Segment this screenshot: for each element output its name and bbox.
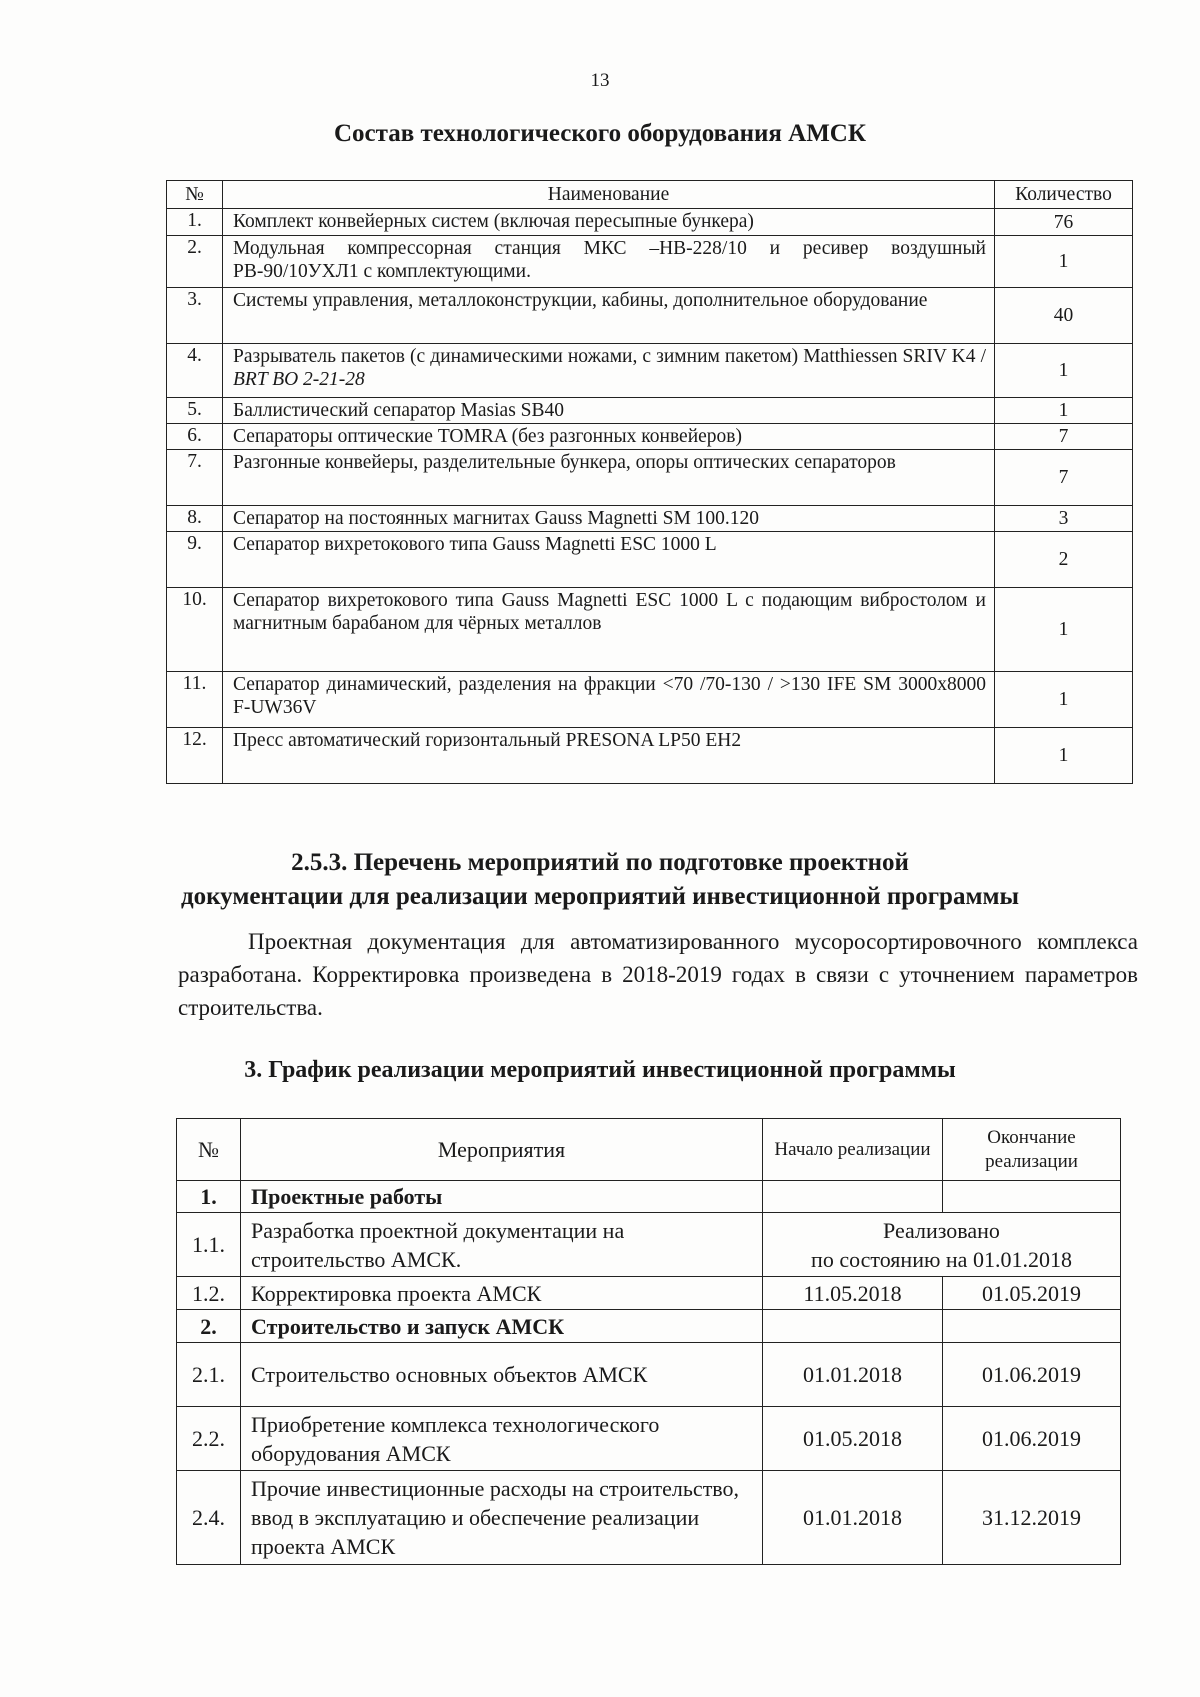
row-quantity: 1: [995, 672, 1133, 728]
row-name: Разработка проектной документации на строительство АМСК.: [241, 1213, 763, 1277]
row-number: 1.2.: [177, 1277, 241, 1310]
section-3-title: 3. График реализации мероприятий инвестиционной программы: [244, 1057, 956, 1083]
table-header-row: [167, 181, 1133, 209]
row-name: Строительство основных объектов АМСК: [241, 1343, 763, 1407]
table-row: [167, 450, 1133, 506]
row-name: Сепаратор динамический, разделения на фракции <70 /70-130 / >130 IFE SM 3000x8000 F-UW36V: [223, 672, 995, 728]
row-name: Сепаратор вихретокового типа Gauss Magnetti ESC 1000 L: [223, 532, 995, 588]
row-number: 10.: [167, 588, 223, 672]
row-number: 1.: [177, 1181, 241, 1213]
schedule-table: [176, 1118, 1121, 1565]
row-end: 01.05.2019: [943, 1277, 1121, 1310]
row-name: Баллистический сепаратор Masias SB40: [223, 398, 995, 424]
row-name: Проектные работы: [241, 1181, 763, 1213]
row-status-line1: Реализовано: [883, 1217, 1000, 1243]
row-quantity: 76: [995, 209, 1133, 236]
row-quantity: 7: [995, 424, 1133, 450]
row-number: 12.: [167, 728, 223, 784]
column-header-number: №: [167, 181, 223, 209]
row-name: Системы управления, металлоконструкции, кабины, дополнительное оборудование: [223, 288, 995, 344]
table-row: [167, 506, 1133, 532]
column-header-end: Окончание реализации: [943, 1119, 1121, 1181]
section-2-5-3-title-line1: 2.5.3. Перечень мероприятий по подготовке проектной: [291, 849, 909, 876]
column-header-activity: Мероприятия: [241, 1119, 763, 1181]
equipment-title: Состав технологического оборудования АМСК: [334, 120, 866, 147]
row-name: Сепараторы оптические TOMRA (без разгонных конвейеров): [223, 424, 995, 450]
table-row: [167, 672, 1133, 728]
row-quantity: 3: [995, 506, 1133, 532]
row-number: 4.: [167, 344, 223, 398]
row-number: 2.2.: [177, 1407, 241, 1471]
table-row: [167, 344, 1133, 398]
row-quantity: 7: [995, 450, 1133, 506]
row-name: Комплект конвейерных систем (включая пересыпные бункера): [223, 209, 995, 236]
row-number: 3.: [167, 288, 223, 344]
row-name: Разгонные конвейеры, разделительные бункера, опоры оптических сепараторов: [223, 450, 995, 506]
page-number: 13: [590, 70, 610, 91]
section-2-5-3-paragraph: [178, 925, 1138, 1024]
row-name: Корректировка проекта АМСК: [241, 1277, 763, 1310]
row-start: 01.01.2018: [763, 1343, 943, 1407]
column-header-start: Начало реализации: [763, 1119, 943, 1181]
row-status-line2: по состоянию на 01.01.2018: [811, 1246, 1072, 1272]
row-end: 01.06.2019: [943, 1407, 1121, 1471]
column-header-quantity: Количество: [995, 181, 1133, 209]
table-row: [167, 398, 1133, 424]
table-row: [177, 1471, 1121, 1565]
table-row: [167, 532, 1133, 588]
row-quantity: 1: [995, 236, 1133, 288]
table-row: [177, 1343, 1121, 1407]
row-number: 6.: [167, 424, 223, 450]
row-number: 1.: [167, 209, 223, 236]
table-row: [167, 588, 1133, 672]
row-quantity: 2: [995, 532, 1133, 588]
row-status-merged: [763, 1213, 1121, 1277]
table-row: [167, 236, 1133, 288]
row-end: [943, 1310, 1121, 1343]
section-2-5-3-paragraph-text: Проектная документация для автоматизированного мусоросортировочного комплекса разработана. Корректировка произведена в 2018-2019 годах в связи с уточнением параметров строительства.: [178, 929, 1138, 1020]
row-start: [763, 1181, 943, 1213]
row-name-italic: BRT BO 2-21-28: [233, 369, 365, 390]
row-name: Пресс автоматический горизонтальный PRESONA LP50 EH2: [223, 728, 995, 784]
row-name: Модульная компрессорная станция МКС –НВ-228/10 и ресивер воздушный РВ-90/10УХЛ1 с комплектующими.: [223, 236, 995, 288]
row-quantity: 1: [995, 728, 1133, 784]
table-row: [167, 728, 1133, 784]
row-end: 31.12.2019: [943, 1471, 1121, 1565]
row-number: 2.1.: [177, 1343, 241, 1407]
row-number: 1.1.: [177, 1213, 241, 1277]
table-row: [177, 1310, 1121, 1343]
table-header-row: [177, 1119, 1121, 1181]
row-number: 8.: [167, 506, 223, 532]
row-name: Строительство и запуск АМСК: [241, 1310, 763, 1343]
row-end: [943, 1181, 1121, 1213]
row-name-text: Разрыватель пакетов (с динамическими ножами, с зимним пакетом) Matthiessen SRIV K4 /: [233, 346, 986, 367]
row-number: 2.: [167, 236, 223, 288]
row-name: Сепаратор на постоянных магнитах Gauss Magnetti SM 100.120: [223, 506, 995, 532]
row-number: 2.: [177, 1310, 241, 1343]
equipment-table: [166, 180, 1133, 784]
row-number: 9.: [167, 532, 223, 588]
row-start: 01.01.2018: [763, 1471, 943, 1565]
table-row: [177, 1277, 1121, 1310]
row-name: Сепаратор вихретокового типа Gauss Magnetti ESC 1000 L с подающим вибростолом и магнитным барабаном для чёрных металлов: [223, 588, 995, 672]
row-start: 01.05.2018: [763, 1407, 943, 1471]
table-row: [177, 1407, 1121, 1471]
row-quantity: 1: [995, 398, 1133, 424]
row-name: Приобретение комплекса технологического оборудования АМСК: [241, 1407, 763, 1471]
table-row: [167, 424, 1133, 450]
row-start: 11.05.2018: [763, 1277, 943, 1310]
section-2-5-3-title: [0, 846, 1200, 914]
row-quantity: 1: [995, 588, 1133, 672]
table-row: [177, 1181, 1121, 1213]
row-number: 2.4.: [177, 1471, 241, 1565]
row-number: 5.: [167, 398, 223, 424]
section-2-5-3-title-line2: документации для реализации мероприятий инвестиционной программы: [180, 883, 1020, 910]
table-row: [177, 1213, 1121, 1277]
table-row: [167, 209, 1133, 236]
row-quantity: 1: [995, 344, 1133, 398]
column-header-number: №: [177, 1119, 241, 1181]
row-end: 01.06.2019: [943, 1343, 1121, 1407]
row-name: Прочие инвестиционные расходы на строительство, ввод в эксплуатацию и обеспечение реализации проекта АМСК: [241, 1471, 763, 1565]
table-row: [167, 288, 1133, 344]
row-number: 11.: [167, 672, 223, 728]
row-start: [763, 1310, 943, 1343]
row-number: 7.: [167, 450, 223, 506]
column-header-name: Наименование: [223, 181, 995, 209]
row-name: [223, 344, 995, 398]
row-quantity: 40: [995, 288, 1133, 344]
